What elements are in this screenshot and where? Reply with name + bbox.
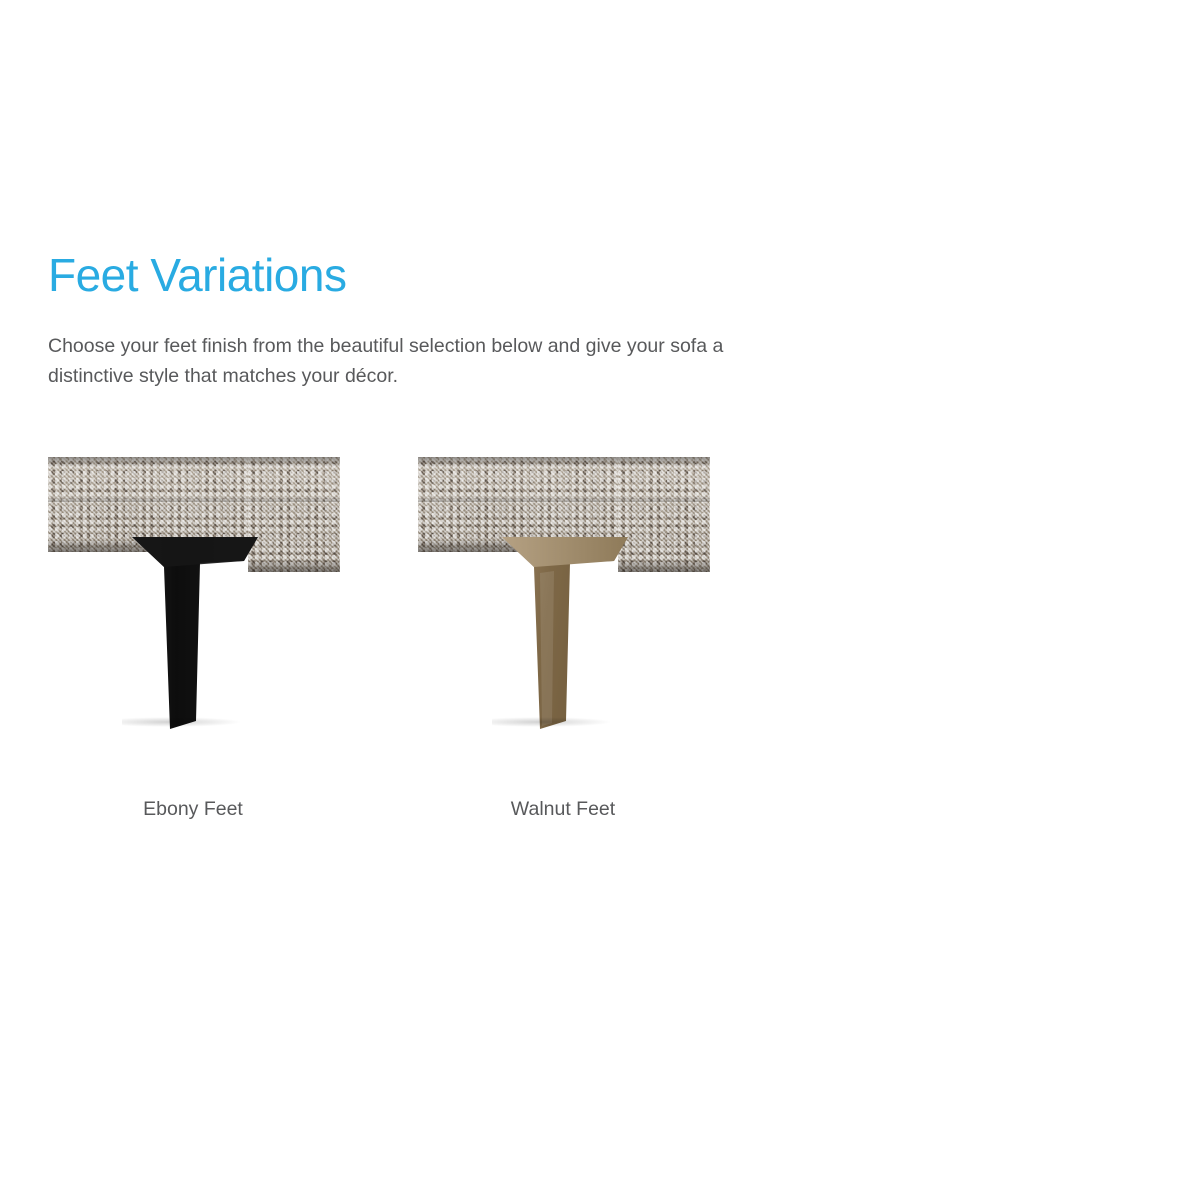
feet-option-ebony[interactable] [48, 455, 348, 821]
ebony-foot-shape [126, 533, 266, 733]
feet-options-row [48, 455, 1148, 821]
sofa-corner-illustration-walnut [418, 455, 718, 740]
walnut-feet-caption: Walnut Feet [510, 798, 616, 820]
feet-option-walnut[interactable] [418, 455, 718, 821]
section-text-block [48, 250, 1148, 391]
ebony-feet-caption: Ebony Feet [143, 798, 243, 820]
walnut-feet-photo [418, 455, 718, 740]
ebony-feet-photo [48, 455, 348, 740]
walnut-foot-shadow [492, 717, 612, 727]
walnut-foot-shape [496, 533, 636, 733]
ebony-foot-shadow [122, 717, 242, 727]
section-description: Choose your feet finish from the beautiful selection below and give your sofa a distinctive style that matches your décor. [48, 334, 724, 387]
sofa-corner-illustration-ebony [48, 455, 348, 740]
page-title: Feet Variations [48, 249, 347, 301]
